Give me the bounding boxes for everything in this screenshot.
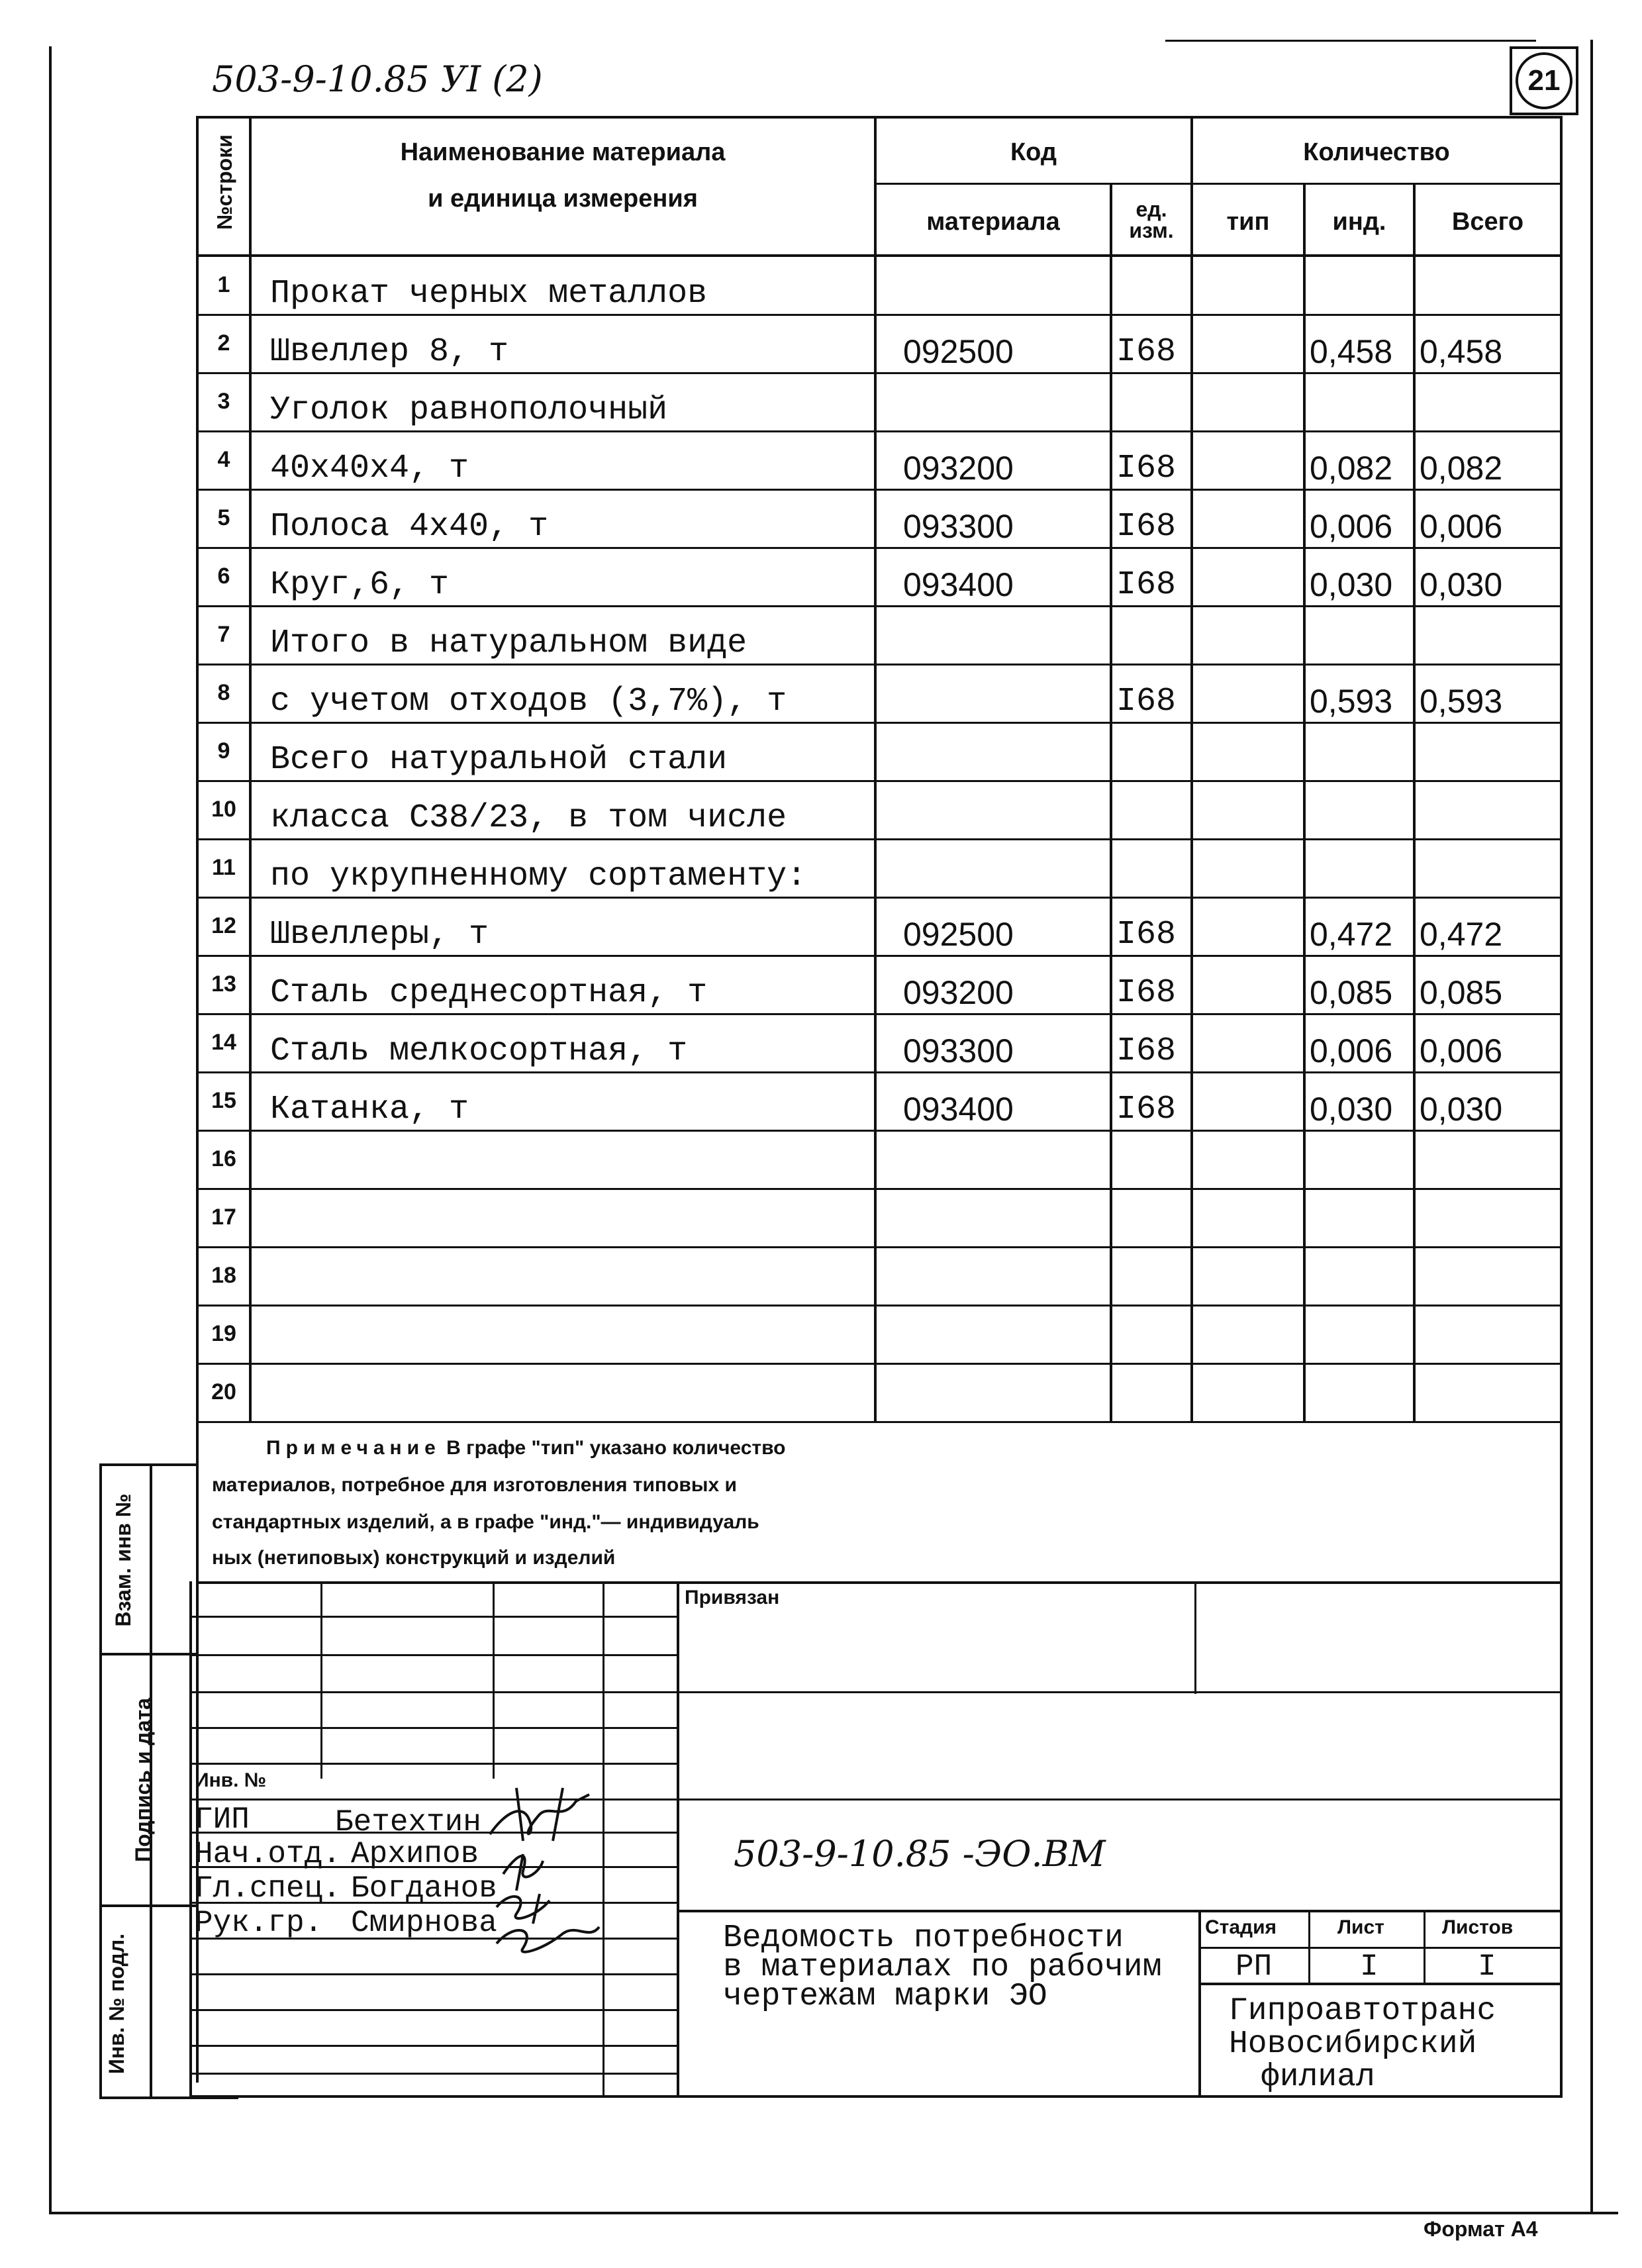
- signer-name-1: Бетехтин: [335, 1805, 481, 1840]
- cell-unit: [1112, 1248, 1194, 1307]
- cell-type: [1193, 1364, 1307, 1424]
- cell-name: Сталь среднесортная, т: [270, 974, 708, 1012]
- cell-total: 0,006: [1420, 508, 1503, 545]
- cell-total: 0,030: [1420, 1091, 1503, 1128]
- cell-ind: 0,472: [1310, 916, 1393, 953]
- cell-code: [877, 665, 1136, 724]
- cell-total: [1416, 373, 1564, 433]
- sheets-label: Листов: [1442, 1916, 1514, 1938]
- stamp-h2: [189, 1654, 677, 1656]
- cell-total: [1416, 1189, 1564, 1249]
- side-strip-sep2: [99, 1904, 196, 1907]
- signer-name-2: Архипов: [351, 1837, 479, 1871]
- stamp-h12: [189, 2009, 677, 2011]
- cell-total: [1416, 1306, 1564, 1365]
- stamp-col2: [493, 1581, 495, 1779]
- cell-ind: [1306, 257, 1417, 317]
- cell-code: [877, 723, 1136, 783]
- sheet-value: I: [1360, 1949, 1378, 1984]
- cell-total: 0,006: [1420, 1032, 1503, 1069]
- cell-total: [1416, 607, 1564, 666]
- cell-no: 1: [217, 271, 230, 297]
- cell-no: 10: [211, 796, 236, 822]
- note-label: Примечание: [266, 1437, 441, 1459]
- note-line2: материалов, потребное для изготовления типовых и: [212, 1474, 737, 1496]
- cell-no: 5: [217, 505, 230, 530]
- cell-code: [877, 1364, 1136, 1424]
- document-designation: 503-9-10.85 УI (2): [212, 58, 543, 100]
- cell-type: [1193, 1073, 1307, 1132]
- cell-unit: [1112, 1131, 1194, 1191]
- signature-3: [497, 1894, 550, 1924]
- cell-unit: [1112, 1306, 1194, 1365]
- cell-total: 0,085: [1420, 974, 1503, 1011]
- code-material-header: материала: [926, 207, 1060, 236]
- cell-no: 9: [217, 738, 230, 764]
- cell-code: [877, 1189, 1136, 1249]
- cell-ind: [1306, 1248, 1417, 1307]
- cell-type: [1193, 373, 1307, 433]
- code-unit-header: ед. изм.: [1129, 197, 1174, 242]
- cell-unit: I68: [1116, 916, 1177, 954]
- cell-code: 093300: [903, 508, 1014, 545]
- stamp-bottom-line: [189, 2095, 1563, 2098]
- cell-no: 11: [212, 854, 236, 880]
- cell-total: [1416, 1248, 1564, 1307]
- cell-no: 20: [211, 1379, 236, 1405]
- stamp-h3: [189, 1691, 677, 1693]
- stamp-h14: [189, 2073, 677, 2075]
- cell-code: [877, 257, 1136, 317]
- cell-ind: [1306, 1306, 1417, 1365]
- signature-2: [503, 1854, 543, 1891]
- qty-type-header: тип: [1226, 207, 1270, 236]
- cell-no: 15: [211, 1087, 236, 1113]
- inv-no-label: Инв. №: [195, 1769, 267, 1791]
- cell-code: [877, 1306, 1136, 1365]
- cell-ind: [1306, 840, 1417, 899]
- signer-role-4: Рук.гр.: [195, 1906, 323, 1940]
- sheet-label: Лист: [1337, 1916, 1384, 1938]
- signature-4: [497, 1927, 599, 1952]
- cell-type: [1193, 607, 1307, 666]
- cell-type: [1193, 898, 1307, 958]
- cell-ind: 0,458: [1310, 333, 1393, 370]
- cell-ind: 0,593: [1310, 683, 1393, 720]
- stamp-h1: [189, 1616, 677, 1618]
- cell-code: 092500: [903, 916, 1014, 953]
- side-label-inv-podl: Инв. № подл.: [105, 1933, 128, 2075]
- cell-code: [877, 607, 1136, 666]
- stage-label: Стадия: [1205, 1916, 1277, 1938]
- cell-name: Круг,6, т: [270, 566, 450, 604]
- cell-type: [1193, 1248, 1307, 1307]
- cell-unit: I68: [1116, 566, 1177, 604]
- stage-col-left: [1198, 1910, 1201, 2095]
- page-number-circle: 21: [1516, 52, 1572, 109]
- title-line2: в материалах по рабочим: [723, 1949, 1162, 1985]
- cell-unit: [1112, 607, 1194, 666]
- cell-ind: [1306, 723, 1417, 783]
- cell-code: 093300: [903, 1032, 1014, 1069]
- cell-code: [877, 840, 1136, 899]
- sheets-value: I: [1478, 1949, 1496, 1984]
- privyazan-label: Привязан: [685, 1587, 780, 1608]
- cell-name: Полоса 4х40, т: [270, 508, 549, 546]
- cell-type: [1193, 490, 1307, 550]
- cell-ind: [1306, 1364, 1417, 1424]
- cell-no: 7: [217, 621, 230, 647]
- note-bottom-line: [196, 1581, 1563, 1584]
- cell-no: 2: [217, 330, 230, 356]
- cell-type: [1193, 956, 1307, 1016]
- page-frame-bottom: [49, 2212, 1618, 2214]
- qty-total-header: Всего: [1451, 207, 1524, 236]
- cell-name: [252, 1306, 893, 1364]
- stamp-h4: [189, 1727, 677, 1729]
- cell-name: с учетом отходов (3,7%), т: [270, 683, 787, 720]
- org-line3: филиал: [1261, 2059, 1375, 2095]
- cell-no: 16: [211, 1146, 236, 1171]
- cell-name: класса С38/23, в том числе: [270, 799, 787, 837]
- cell-name: по укрупненному сортаменту:: [270, 858, 807, 895]
- cell-ind: [1306, 1189, 1417, 1249]
- note-line3: стандартных изделий, а в графе "инд."— индивидуаль: [212, 1511, 759, 1533]
- cell-total: 0,593: [1420, 683, 1503, 720]
- cell-ind: [1306, 373, 1417, 433]
- cell-name: Всего натуральной стали: [270, 741, 728, 779]
- side-label-podpis: Подпись и дата: [131, 1698, 155, 1862]
- cell-name: Сталь мелкосортная, т: [270, 1032, 688, 1070]
- signer-role-3: Гл.спец.: [195, 1871, 341, 1906]
- cell-unit: I68: [1116, 508, 1177, 546]
- cell-no: 3: [217, 388, 230, 414]
- cell-ind: 0,006: [1310, 1032, 1393, 1069]
- note-line4: ных (нетиповых) конструкций и изделий: [212, 1547, 616, 1569]
- org-line2: Новосибирский: [1229, 2026, 1477, 2062]
- cell-ind: 0,085: [1310, 974, 1393, 1011]
- name-header-line2: и единица измерения: [428, 184, 698, 213]
- cell-code: 093400: [903, 566, 1014, 603]
- row-number-header: №строки: [213, 134, 236, 230]
- page-frame-left: [49, 46, 52, 2212]
- cell-ind: 0,006: [1310, 508, 1393, 545]
- cell-type: [1193, 665, 1307, 724]
- cell-type: [1193, 1131, 1307, 1191]
- cell-unit: I68: [1116, 1032, 1177, 1070]
- cell-ind: 0,082: [1310, 450, 1393, 487]
- cell-code: [877, 1131, 1136, 1191]
- side-strip-left-line: [99, 1463, 102, 2099]
- cell-code: 093200: [903, 974, 1014, 1011]
- cell-unit: [1112, 781, 1194, 841]
- cell-name: [252, 1364, 893, 1422]
- cell-no: 4: [217, 446, 230, 472]
- cell-unit: [1112, 373, 1194, 433]
- stamp-left-line: [189, 1581, 192, 2098]
- cell-total: [1416, 1131, 1564, 1191]
- cell-total: 0,458: [1420, 333, 1503, 370]
- table-top-line: [196, 116, 1563, 119]
- stamp-h5: [189, 1763, 677, 1765]
- cell-name: Швеллер 8, т: [270, 333, 509, 371]
- cell-total: [1416, 723, 1564, 783]
- stamp-h13: [189, 2045, 677, 2047]
- cell-code: [877, 1248, 1136, 1307]
- document-code: [734, 1833, 1106, 1875]
- signer-role-2: Нач.отд.: [195, 1837, 341, 1871]
- side-label-vzam: Взам. инв №: [111, 1493, 135, 1627]
- qty-ind-header: инд.: [1332, 207, 1386, 236]
- cell-name: [252, 1189, 893, 1248]
- title-line3: чертежам марки ЭО: [723, 1979, 1047, 2014]
- cell-total: 0,472: [1420, 916, 1503, 953]
- cell-total: [1416, 781, 1564, 841]
- cell-type: [1193, 315, 1307, 375]
- cell-type: [1193, 1306, 1307, 1365]
- table-code-subline: [874, 183, 1560, 185]
- cell-type: [1193, 257, 1307, 317]
- cell-no: 17: [211, 1204, 236, 1230]
- code-header: Код: [1010, 138, 1057, 166]
- cell-ind: 0,030: [1310, 1091, 1393, 1128]
- cell-unit: [1112, 1364, 1194, 1424]
- stamp-col1: [320, 1581, 322, 1779]
- cell-total: [1416, 257, 1564, 317]
- cell-no: 8: [217, 679, 230, 705]
- cell-unit: I68: [1116, 683, 1177, 720]
- cell-total: [1416, 840, 1564, 899]
- signatures: [477, 1775, 609, 1960]
- cell-name: Итого в натуральном виде: [270, 624, 748, 662]
- document-code-text: 503-9-10.85 -ЭО.ВМ: [734, 1833, 1106, 1875]
- cell-unit: I68: [1116, 450, 1177, 487]
- cell-name: Катанка, т: [270, 1091, 469, 1128]
- cell-name: 40х40х4, т: [270, 450, 469, 487]
- stamp-right-line: [1560, 1581, 1563, 2098]
- cell-type: [1193, 548, 1307, 608]
- stamp-col5: [1194, 1581, 1196, 1694]
- cell-name: [252, 1248, 893, 1306]
- cell-ind: [1306, 781, 1417, 841]
- stage-h1: [1198, 1947, 1560, 1949]
- cell-no: 12: [211, 912, 236, 938]
- stamp-h3b: [677, 1691, 1560, 1693]
- cell-name: Уголок равнополочный: [270, 391, 668, 429]
- title-line1: Ведомость потребности: [723, 1920, 1124, 1956]
- cell-no: 14: [211, 1029, 236, 1055]
- name-header-line1: Наименование материала: [400, 138, 726, 166]
- cell-total: 0,030: [1420, 566, 1503, 603]
- cell-type: [1193, 723, 1307, 783]
- cell-type: [1193, 432, 1307, 491]
- cell-unit: [1112, 840, 1194, 899]
- note-line1: [266, 1437, 785, 1459]
- cell-code: [877, 373, 1136, 433]
- cell-type: [1193, 781, 1307, 841]
- cell-code: 093200: [903, 450, 1014, 487]
- signer-name-4: Смирнова: [351, 1906, 497, 1940]
- cell-total: 0,082: [1420, 450, 1503, 487]
- signer-role-1: ГИП: [195, 1802, 250, 1837]
- stage-value: РП: [1235, 1949, 1273, 1984]
- cell-no: 6: [217, 563, 230, 589]
- stamp-h9b: [677, 1910, 1560, 1912]
- page-frame-top-dash: [1165, 40, 1536, 42]
- cell-type: [1193, 1014, 1307, 1074]
- cell-ind: 0,030: [1310, 566, 1393, 603]
- cell-unit: [1112, 1189, 1194, 1249]
- page-number-badge: [1510, 46, 1578, 115]
- quantity-header: Количество: [1303, 138, 1450, 166]
- cell-no: 13: [211, 971, 236, 997]
- cell-type: [1193, 1189, 1307, 1249]
- cell-total: [1416, 1364, 1564, 1424]
- format-label: Формат А4: [1424, 2217, 1538, 2241]
- stamp-h11: [189, 1973, 677, 1975]
- cell-name: Швеллеры, т: [270, 916, 489, 954]
- cell-code: 093400: [903, 1091, 1014, 1128]
- cell-code: 092500: [903, 333, 1014, 370]
- signer-name-3: Богданов: [351, 1871, 497, 1906]
- cell-name: [252, 1131, 893, 1189]
- cell-unit: I68: [1116, 333, 1177, 371]
- cell-unit: I68: [1116, 974, 1177, 1012]
- cell-no: 18: [211, 1262, 236, 1288]
- stamp-h6: [189, 1799, 1560, 1800]
- cell-code: [877, 781, 1136, 841]
- cell-type: [1193, 840, 1307, 899]
- cell-ind: [1306, 607, 1417, 666]
- cell-unit: [1112, 723, 1194, 783]
- org-line1: Гипроавтотранс: [1229, 1993, 1496, 2029]
- stamp-col4: [677, 1581, 679, 2095]
- cell-unit: [1112, 257, 1194, 317]
- cell-unit: I68: [1116, 1091, 1177, 1128]
- signature-1: [490, 1788, 589, 1841]
- page-frame-right: [1590, 40, 1593, 2212]
- cell-name: Прокат черных металлов: [270, 275, 708, 313]
- note-line1-text: В графе "тип" указано количество: [446, 1437, 786, 1459]
- cell-no: 19: [211, 1320, 236, 1346]
- cell-ind: [1306, 1131, 1417, 1191]
